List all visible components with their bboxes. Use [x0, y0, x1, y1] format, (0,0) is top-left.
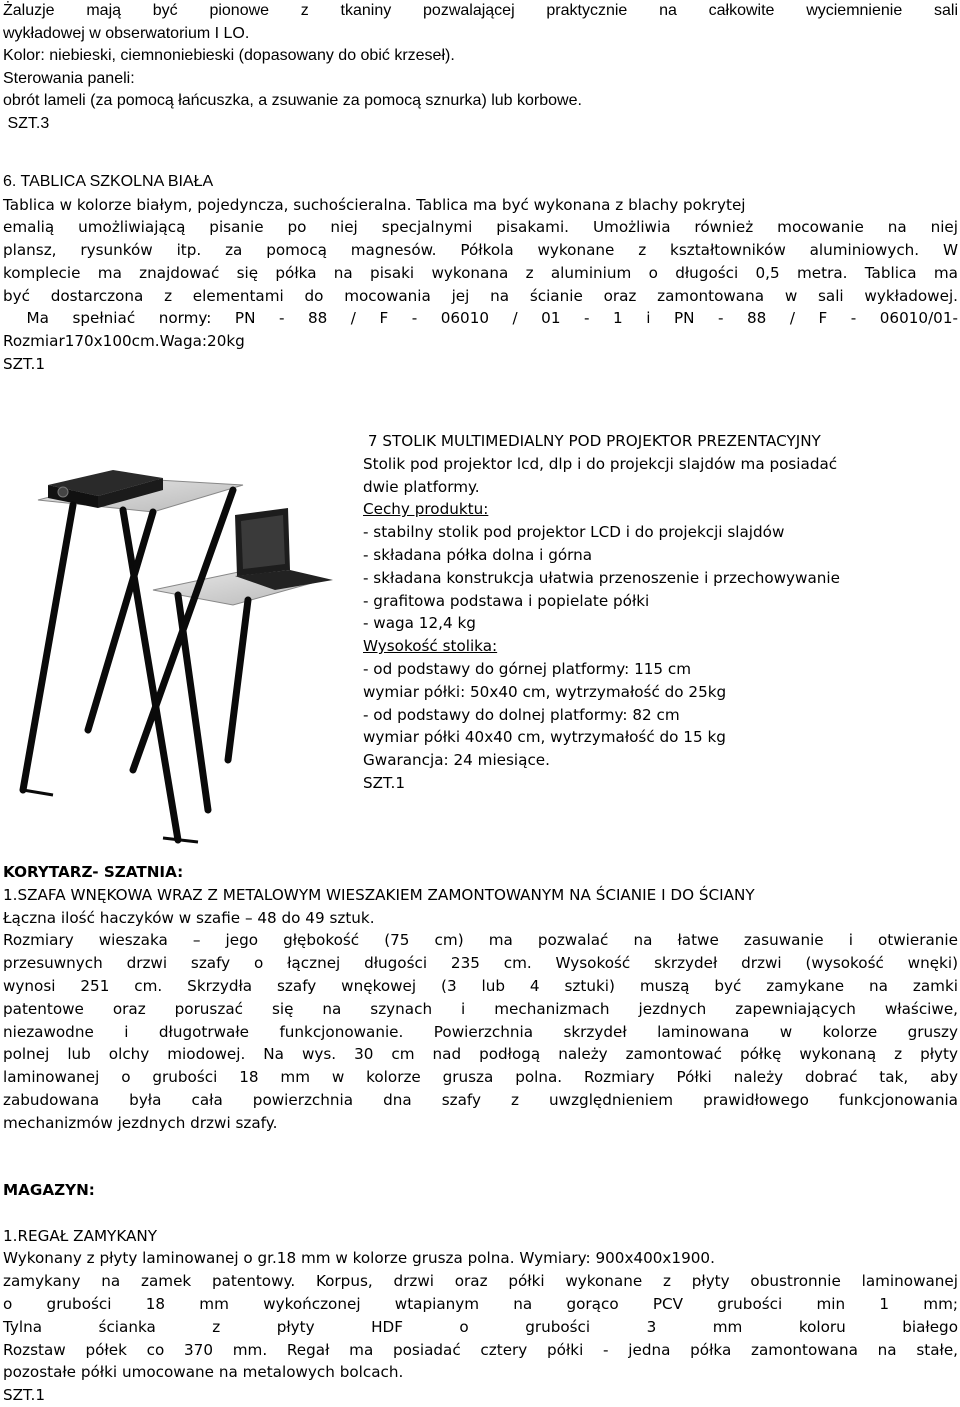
stolik-cechy-label: Cechy produktu:: [363, 500, 489, 519]
projector-lens: [58, 487, 68, 497]
stolik-title: 7 STOLIK MULTIMEDIALNY POD PROJEKTOR PREZENTACYJNY: [363, 432, 821, 450]
korytarz-line-7: polnej lub olchy miodowej. Na wys. 30 cm nad podłogą należy zamontować półkę wykonaną z płyty: [3, 1045, 958, 1064]
tablica-title: 6. TABLICA SZKOLNA BIAŁA: [3, 173, 214, 190]
magazyn-line-6: pozostałe półki umocowane na metalowych bolcach.: [3, 1363, 404, 1382]
zaluzje-sterowania-label: Sterowania paneli:: [3, 69, 135, 87]
magazyn-spacer: [3, 1202, 958, 1225]
magazyn-line-2: zamykany na zamek patentowy. Korpus, drzwi oraz półki wykonane z płyty obustronnie laminowanej: [3, 1272, 958, 1291]
laptop-display: [241, 515, 285, 569]
tablica-quantity: SZT.1: [3, 355, 46, 374]
zaluzje-quantity: SZT.3: [3, 114, 50, 132]
tablica-line-4: komplecie ma znajdować się półka na pisaki wykonana z aluminium o długości 0,5 metra. Tablica ma: [3, 263, 958, 282]
magazyn-line-4: Tylna ścianka z płyty HDF o grubości 3 mm koloru białego: [3, 1317, 958, 1336]
magazyn-line-3: o grubości 18 mm wykończonej wtapianym na gorąco PCV grubości min 1 mm;: [3, 1294, 958, 1313]
magazyn-line-1: Wykonany z płyty laminowanej o gr.18 mm w kolorze grusza polna. Wymiary: 900x400x1900.: [3, 1249, 715, 1268]
stolik-dimension: wymiar półki: 50x40 cm, wytrzymałość do 25kg: [363, 682, 727, 701]
tablica-line-6: Ma spełniać normy: PN - 88 / F - 06010 / 01 - 1 i PN - 88 / F - 06010/01-: [3, 309, 958, 328]
magazyn-title: 1.REGAŁ ZAMYKANY: [3, 1226, 158, 1245]
section-zaluzje: [3, 0, 958, 135]
stolik-intro-2: dwie platformy.: [363, 477, 480, 496]
korytarz-line-2: Rozmiary wieszaka – jego głębokość (75 cm) ma pozwalać na łatwe zasuwanie i otwieranie: [3, 931, 958, 950]
korytarz-heading: KORYTARZ- SZATNIA:: [3, 863, 184, 881]
tablica-line-7: Rozmiar170x100cm.Waga:20kg: [3, 332, 245, 351]
korytarz-line-8: laminowanej o grubości 18 mm w kolorze grusza polna. Rozmiary Półki należy dobrać tak, aby: [3, 1068, 958, 1087]
stolik-intro-1: Stolik pod projektor lcd, dlp i do projekcji slajdów ma posiadać: [363, 454, 838, 473]
stolik-quantity: SZT.1: [363, 773, 406, 792]
section-korytarz: [3, 861, 958, 1135]
stand-frame: [23, 490, 248, 840]
zaluzje-line-1: Żaluzje mają być pionowe z tkaniny pozwalającej praktycznie na całkowite wyciemnienie sali: [3, 2, 958, 19]
korytarz-line-4: wynosi 251 cm. Skrzydła szafy wnękowej (3 lub 4 sztuki) muszą być zamykane na zamki: [3, 976, 958, 995]
section-tablica: [3, 171, 958, 376]
magazyn-line-5: Rozstaw półek co 370 mm. Regał ma posiadać cztery półki - jedna półka zamontowana na stałe,: [3, 1340, 958, 1359]
stolik-dimension: - od podstawy do dolnej platformy: 82 cm: [363, 705, 680, 724]
tablica-line-1: Tablica w kolorze białym, pojedyncza, suchościeralna. Tablica ma być wykonana z blachy pokrytej: [3, 195, 746, 214]
korytarz-title: 1.SZAFA WNĘKOWA WRAZ Z METALOWYM WIESZAKIEM ZAMONTOWANYM NA ŚCIANIE I DO ŚCIANY: [3, 885, 755, 904]
tablica-line-2: emalią umożliwiającą pisanie po niej specjalnymi pisakami. Umożliwia również mocowanie na niej: [3, 218, 958, 237]
stolik-dimension: Gwarancja: 24 miesiące.: [363, 751, 550, 770]
section-stolik: [363, 430, 958, 795]
korytarz-line-1: Łączna ilość haczyków w szafie – 48 do 49 sztuk.: [3, 908, 375, 927]
stolik-feature: - waga 12,4 kg: [363, 614, 476, 633]
zaluzje-line-2: wykładowej w obserwatorium I LO.: [3, 24, 250, 42]
zaluzje-line-5: obrót lameli (za pomocą łańcuszka, a zsuwanie za pomocą sznurka) lub korbowe.: [3, 92, 582, 109]
stolik-wysokosc-label: Wysokość stolika:: [363, 637, 498, 656]
stolik-dimension: - od podstawy do górnej platformy: 115 cm: [363, 659, 692, 678]
tablica-line-5: być dostarczona z elementami do mocowania jej na ścianie oraz zamontowana w sali wykładowej.: [3, 286, 958, 305]
stolik-feature: - grafitowa podstawa i popielate półki: [363, 591, 650, 610]
tablica-line-3: plansz, rysunków itp. za pomocą magnesów. Półkola wykonane z kształtowników aluminiowych. W: [3, 241, 958, 260]
korytarz-line-5: patentowe oraz poruszać się na szynach i mechanizmach jezdnych zapewniających właściwe,: [3, 999, 958, 1018]
stolik-feature: - składana półka dolna i górna: [363, 545, 593, 564]
korytarz-line-10: mechanizmów jezdnych drzwi szafy.: [3, 1113, 278, 1132]
stolik-dimension: wymiar półki 40x40 cm, wytrzymałość do 15 kg: [363, 728, 726, 747]
zaluzje-line-3: Kolor: niebieski, ciemnoniebieski (dopasowany do obić krzeseł).: [3, 47, 455, 64]
magazyn-heading: MAGAZYN:: [3, 1181, 95, 1199]
korytarz-line-6: niezawodne i długotrwałe funkcjonowanie. Powierzchnia skrzydeł laminowana w kolorze gruszy: [3, 1022, 958, 1041]
projector-stand-image: [3, 430, 343, 860]
stolik-feature: - składana konstrukcja ułatwia przenoszenie i przechowywanie: [363, 568, 840, 587]
magazyn-quantity: SZT.1: [3, 1386, 46, 1405]
section-magazyn: [3, 1179, 958, 1407]
korytarz-line-3: przesuwnych drzwi szafy o łącznej długości 235 cm. Wysokość skrzydeł drzwi (wysokość wnęki): [3, 954, 958, 973]
stolik-feature: - stabilny stolik pod projektor LCD i do projekcji slajdów: [363, 523, 785, 542]
korytarz-line-9: zabudowana była cała powierzchnia dna szafy z uwzględnieniem prawidłowego funkcjonowania: [3, 1090, 958, 1109]
